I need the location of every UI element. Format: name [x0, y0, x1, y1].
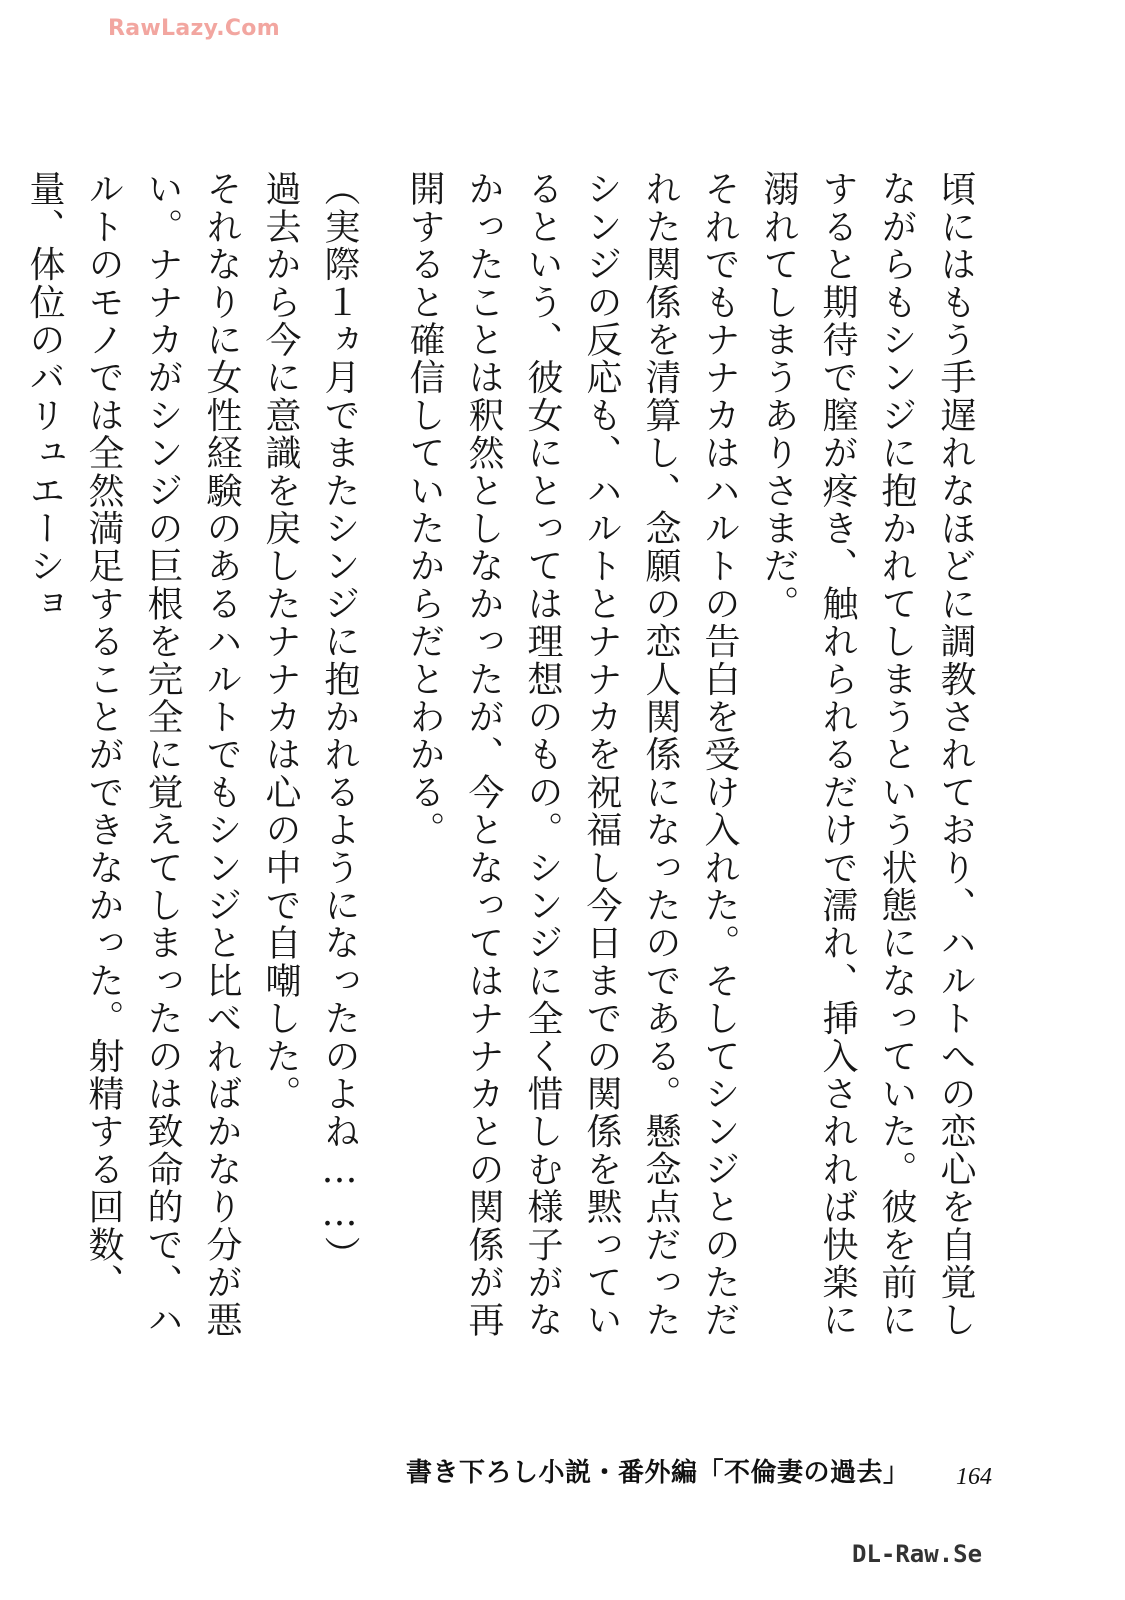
paragraph-4: 過去から今に意識を戻したナナカは心の中で自嘲した。 — [260, 170, 301, 1113]
novel-body-text — [24, 170, 985, 1350]
paragraph-3-thought: （実際１ヵ月でまたシンジに抱かれるようになったのよね……） — [319, 170, 360, 1274]
paragraph-2: それでもナナカはハルトの告白を受け入れた。そしてシンジとのただれた関係を清算し、念願の恋人関係になったのである。懸念点だったシンジの反応も、ハルトとナナカを祝福し今日までの関係を黙っているという、彼女にとっては理想のもの。シンジに全く惜しむ様子がなかったことは釈然としなかったが、今となってはナナカとの関係が再開すると確信していたからだとわかる。 — [404, 170, 740, 1339]
running-footer-title: 書き下ろし小説・番外編「不倫妻の過去」 — [406, 1458, 910, 1488]
watermark-bottom: DL-Raw.Se — [852, 1540, 983, 1568]
paragraph-1: 頃にはもう手遅れなほどに調教されており、ハルトへの恋心を自覚しながらもシンジに抱かれてしまうという状態になっていた。彼を前にすると期待で膣が疼き、触れられるだけで濡れ、挿入されれば快楽に溺れてしまうありさまだ。 — [758, 170, 976, 1339]
page-number: 164 — [956, 1464, 992, 1490]
watermark-top: RawLazy.Com — [108, 16, 280, 41]
paragraph-gap — [369, 170, 395, 1350]
paragraph-5: それなりに女性経験のあるハルトでもシンジと比べればかなり分が悪い。ナナカがシンジの巨根を完全に覚えてしまったのは致命的で、ハルトのモノでは全然満足することができなかった。射精する回数、量、体位のバリュエーショ — [24, 170, 242, 1339]
